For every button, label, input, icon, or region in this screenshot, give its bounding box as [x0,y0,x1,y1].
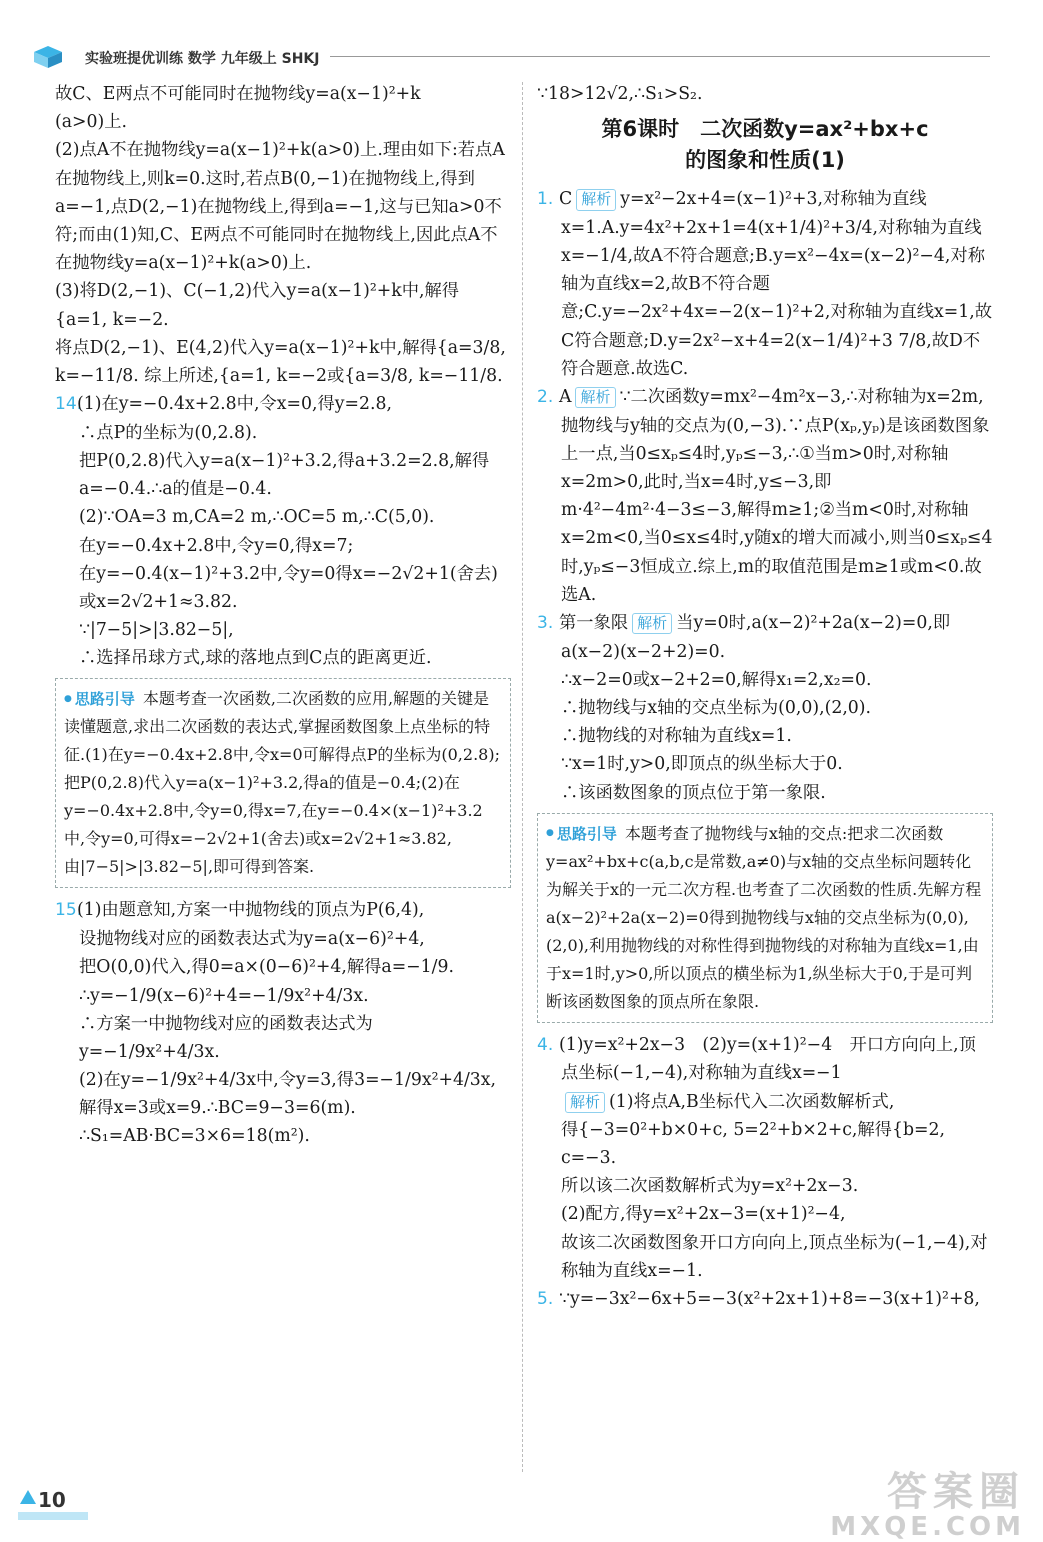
left-column [55,80,511,1151]
book-title: 实验班提优训练 数学 九年级上 SHKJ [85,51,320,67]
text-line: ∴S₁=AB·BC=3×6=18(m²). [79,1126,310,1147]
analysis-tag: 解析 [575,387,615,409]
analysis-tag: 解析 [565,1092,605,1114]
text-line: 当y=0时,a(x−2)²+2a(x−2)=0,即a(x−2)(x−2+2)=0. [561,612,951,662]
text-line: (2)配方,得y=x²+2x−3=(x+1)²−4, [561,1204,846,1225]
question-2 [537,383,993,609]
text-line: ∵18>12√2,∴S₁>S₂. [537,84,703,104]
page-arrow-icon [20,1490,36,1504]
text-line: 得{−3=0²+b×0+c, 5=2²+b×2+c,解得{b=2, c=−3. [561,1119,945,1168]
guide-text: 本题考查了抛物线与x轴的交点:把求二次函数y=ax²+bx+c(a,b,c是常数,a≠0)与x轴的交点坐标问题转化为解关于x的一元二次方程.也考查了二次函数的性质.先解方程a(x−2)²+2a(x−2)=0得到抛物线与x轴的交点坐标为(0,0),(2,0),利用抛物线的对称性得到抛物线的对称轴为直线x=1,由于x=1时,y>0,所以顶点的横坐标为1,纵坐标大于0,于是可判断该函数图象的顶点所在象限. [546,823,982,1011]
text-line: (1)在y=−0.4x+2.8中,令x=0,得y=2.8, [77,394,392,415]
question-number: 2. [537,386,554,407]
text-line: ∴选择吊球方式,球的落地点到C点的距离更近. [79,648,432,669]
guide-box [537,813,993,1023]
text-line: (2)在y=−1/9x²+4/3x中,令y=3,得3=−1/9x²+4/3x,解得x=3或x=9.∴BC=9−3=6(m). [79,1070,497,1119]
text-line: 把P(0,2.8)代入y=a(x−1)²+3.2,得a+3.2=2.8,解得a=−0.4.∴a的值是−0.4. [79,450,490,500]
text-line: ∴点P的坐标为(0,2.8). [79,422,258,443]
question-number: 15. [55,900,83,921]
question-number: 3. [537,612,554,633]
question-number: 14. [55,394,83,415]
question-5 [537,1285,993,1314]
text-line: 把O(0,0)代入,得0=a×(0−6)²+4,解得a=−1/9. [79,957,454,978]
question-3 [537,609,993,807]
text-line: (a>0)上. [55,112,128,133]
answer: 第一象限 [559,612,629,633]
header-rule [330,56,990,57]
analysis-text: ∵二次函数y=mx²−4m²x−3,∴对称轴为x=2m,抛物线与y轴的交点为(0,−3).∵点P(xₚ,yₚ)是该函数图象上一点,当0≤xₚ≤4时,yₚ≤−3,∴①当m>0时,对称轴x=2m>0,此时,当x=4时,y≤−3,即m·4²−4m²·4−3≤−3,解得m≥1;②当m<0时,对称轴x=2m<0,当0≤x≤4时,y随x的增大而减小,则当0≤xₚ≤4时,yₚ≤−3恒成立.综上,m的取值范围是m≥1或m<0.故选A. [561,386,993,605]
text-line: 在y=−0.4x+2.8中,令y=0,得x=7; [79,535,354,556]
guide-box [55,678,511,888]
footer-bar [18,1512,88,1520]
text-line: 故该二次函数图象开口方向向上,顶点坐标为(−1,−4),对称轴为直线x=−1. [561,1232,988,1281]
guide-tag: ● 思路引导 [64,690,135,708]
column-divider [522,82,523,1472]
watermark-url: MXQE.COM [830,1512,1025,1542]
text-line: ∴y=−1/9(x−6)²+4=−1/9x²+4/3x. [79,985,369,1006]
watermark [830,1469,1025,1542]
text-line: (1)由题意知,方案一中抛物线的顶点为P(6,4), [77,900,425,921]
text-line: 故C、E两点不可能同时在抛物线y=a(x−1)²+k [55,84,421,104]
text-line: (3)将D(2,−1)、C(−1,2)代入y=a(x−1)²+k中,解得{a=1, k=−2. [55,281,460,330]
text-line: ∴x−2=0或x−2+2=0,解得x₁=2,x₂=0. [561,669,872,690]
analysis-tag: 解析 [576,189,616,211]
answer: A [559,386,572,407]
text-line: ∴方案一中抛物线对应的函数表达式为y=−1/9x²+4/3x. [79,1013,373,1062]
lesson-title [537,114,993,175]
page-number: 10 [38,1488,66,1512]
text-line: ∵x=1时,y>0,即顶点的纵坐标大于0. [561,754,843,775]
watermark-text: 答案圈 [887,1469,1025,1515]
question-number: 5. [537,1288,554,1309]
answer: (1)y=x²+2x−3 (2)y=(x+1)²−4 开口方向向上,顶点坐标(−1,−4),对称轴为直线x=−1 [559,1034,976,1084]
right-column [537,80,993,1314]
text-line: 将点D(2,−1)、E(4,2)代入y=a(x−1)²+k中,解得{a=3/8, k=−11/8. 综上所述,{a=1, k=−2或{a=3/8, k=−11/8. [55,337,506,386]
text-line: (1)将点A,B坐标代入二次函数解析式, [609,1091,895,1112]
question-4 [537,1031,993,1285]
answer: C [559,189,573,210]
text-line: ∴抛物线的对称轴为直线x=1. [561,726,792,747]
question-number: 4. [537,1034,554,1055]
analysis-tag: 解析 [632,613,672,635]
text-line: (2)∵OA=3 m,CA=2 m,∴OC=5 m,∴C(5,0). [79,507,435,528]
book-logo-icon [30,44,74,70]
analysis-text: y=x²−2x+4=(x−1)²+3,对称轴为直线x=1.A.y=4x²+2x+1=4(x+1/4)²+3/4,对称轴为直线x=−1/4,故A不符合题意;B.y=x²−4x=(x−2)²−4,对称轴为直线x=2,故B不符合题意;C.y=−2x²+4x=−2(x−1)²+2,对称轴为直线x=1,故C符合题意;D.y=2x²−x+4=2(x−1/4)²+3 7/8,故D不符合题意.故选C. [561,189,993,379]
text-line: ∴该函数图象的顶点位于第一象限. [561,782,826,803]
lesson-title-line: 第6课时 二次函数y=ax²+bx+c [601,117,929,142]
text-line: ∴抛物线与x轴的交点坐标为(0,0),(2,0). [561,697,872,718]
text-line: (2)点A不在抛物线y=a(x−1)²+k(a>0)上.理由如下:若点A在抛物线上,则k=0.这时,若点B(0,−1)在抛物线上,得到a=−1,点D(2,−1)在抛物线上,得到a=−1,这与已知a>0不符;而由(1)知,C、E两点不可能同时在抛物线上,因此点A不在抛物线y=a(x−1)²+k(a>0)上. [55,140,505,274]
text-line: 所以该二次函数解析式为y=x²+2x−3. [561,1176,859,1197]
text-line: 设抛物线对应的函数表达式为y=a(x−6)²+4, [79,929,425,950]
question-15 [55,896,511,1150]
page-header [30,44,990,72]
text-line: 在y=−0.4(x−1)²+3.2中,令y=0得x=−2√2+1(舍去)或x=2√2+1≈3.82. [79,563,498,612]
guide-text: 本题考查一次函数,二次函数的应用,解题的关键是读懂题意,求出二次函数的表达式,掌握函数图象上点坐标的特征.(1)在y=−0.4x+2.8中,令x=0可解得点P的坐标为(0,2.8);把P(0,2.8)代入y=a(x−1)²+3.2,得a的值是−0.4;(2)在y=−0.4x+2.8中,令y=0,得x=7,在y=−0.4×(x−1)²+3.2中,令y=0,可得x=−2√2+1(舍去)或x=2√2+1≈3.82,由|7−5|>|3.82−5|,即可得到答案. [64,689,500,877]
question-1 [537,185,993,383]
question-number: 1. [537,189,554,210]
text-line: ∵y=−3x²−6x+5=−3(x²+2x+1)+8=−3(x+1)²+8, [559,1288,980,1309]
text-line: ∵|7−5|>|3.82−5|, [79,620,234,641]
guide-tag: ● 思路引导 [546,825,617,843]
question-14 [55,390,511,672]
lesson-title-line: 的图象和性质(1) [685,147,845,172]
